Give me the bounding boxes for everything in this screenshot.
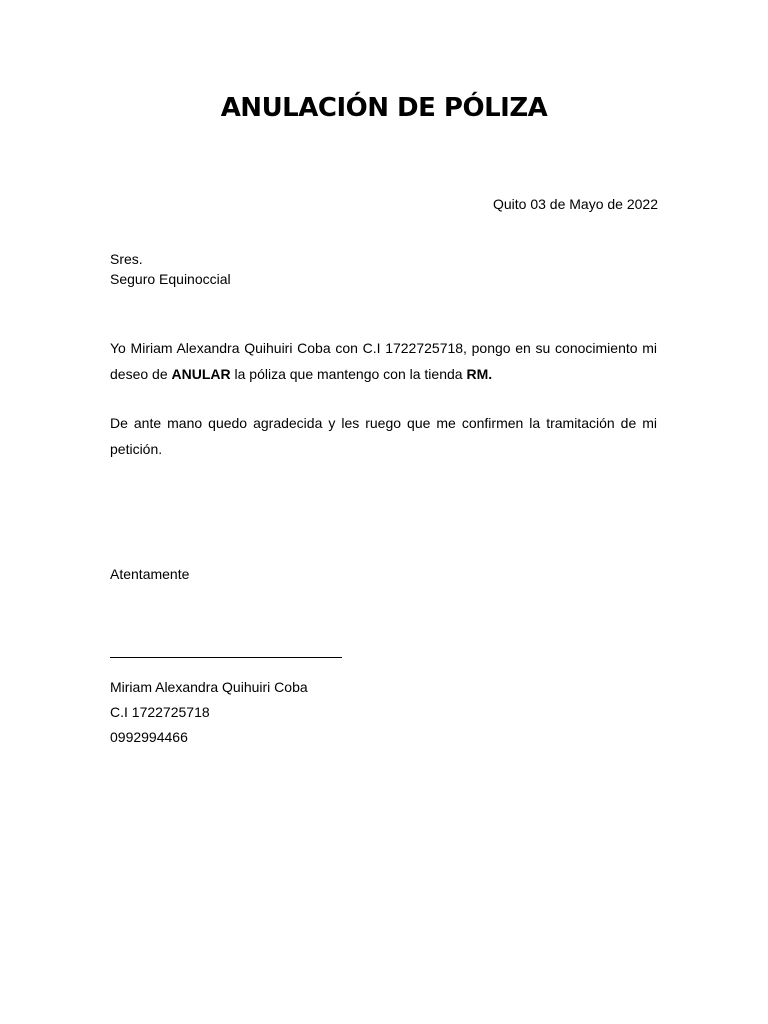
closing-line: Atentamente bbox=[110, 566, 190, 582]
signer-id: C.I 1722725718 bbox=[110, 704, 210, 720]
paragraph1-text-a: Yo Miriam Alexandra Quihuiri Coba con C.I 1722725718, pongo en su conocimiento mi deseo de bbox=[110, 340, 657, 382]
paragraph1-bold-store: RM. bbox=[466, 366, 493, 382]
date-line: Quito 03 de Mayo de 2022 bbox=[492, 196, 658, 212]
recipient-salutation: Sres. bbox=[110, 251, 143, 267]
recipient-company: Seguro Equinoccial bbox=[110, 271, 231, 287]
signer-phone: 0992994466 bbox=[110, 729, 188, 745]
signer-name: Miriam Alexandra Quihuiri Coba bbox=[110, 679, 308, 695]
signature-block bbox=[110, 675, 657, 750]
paragraph1-text-b: la póliza que mantengo con la tienda bbox=[230, 366, 467, 382]
recipient-block bbox=[110, 249, 657, 289]
signature-line bbox=[110, 657, 342, 658]
paragraph-cancellation-request bbox=[110, 335, 657, 387]
paragraph1-bold-anular: ANULAR bbox=[171, 366, 231, 382]
paragraph-thanks: De ante mano quedo agradecida y les ruego que me confirmen la tramitación de mi petición. bbox=[110, 415, 657, 457]
document-title: ANULACIÓN DE PÓLIZA bbox=[220, 93, 548, 123]
